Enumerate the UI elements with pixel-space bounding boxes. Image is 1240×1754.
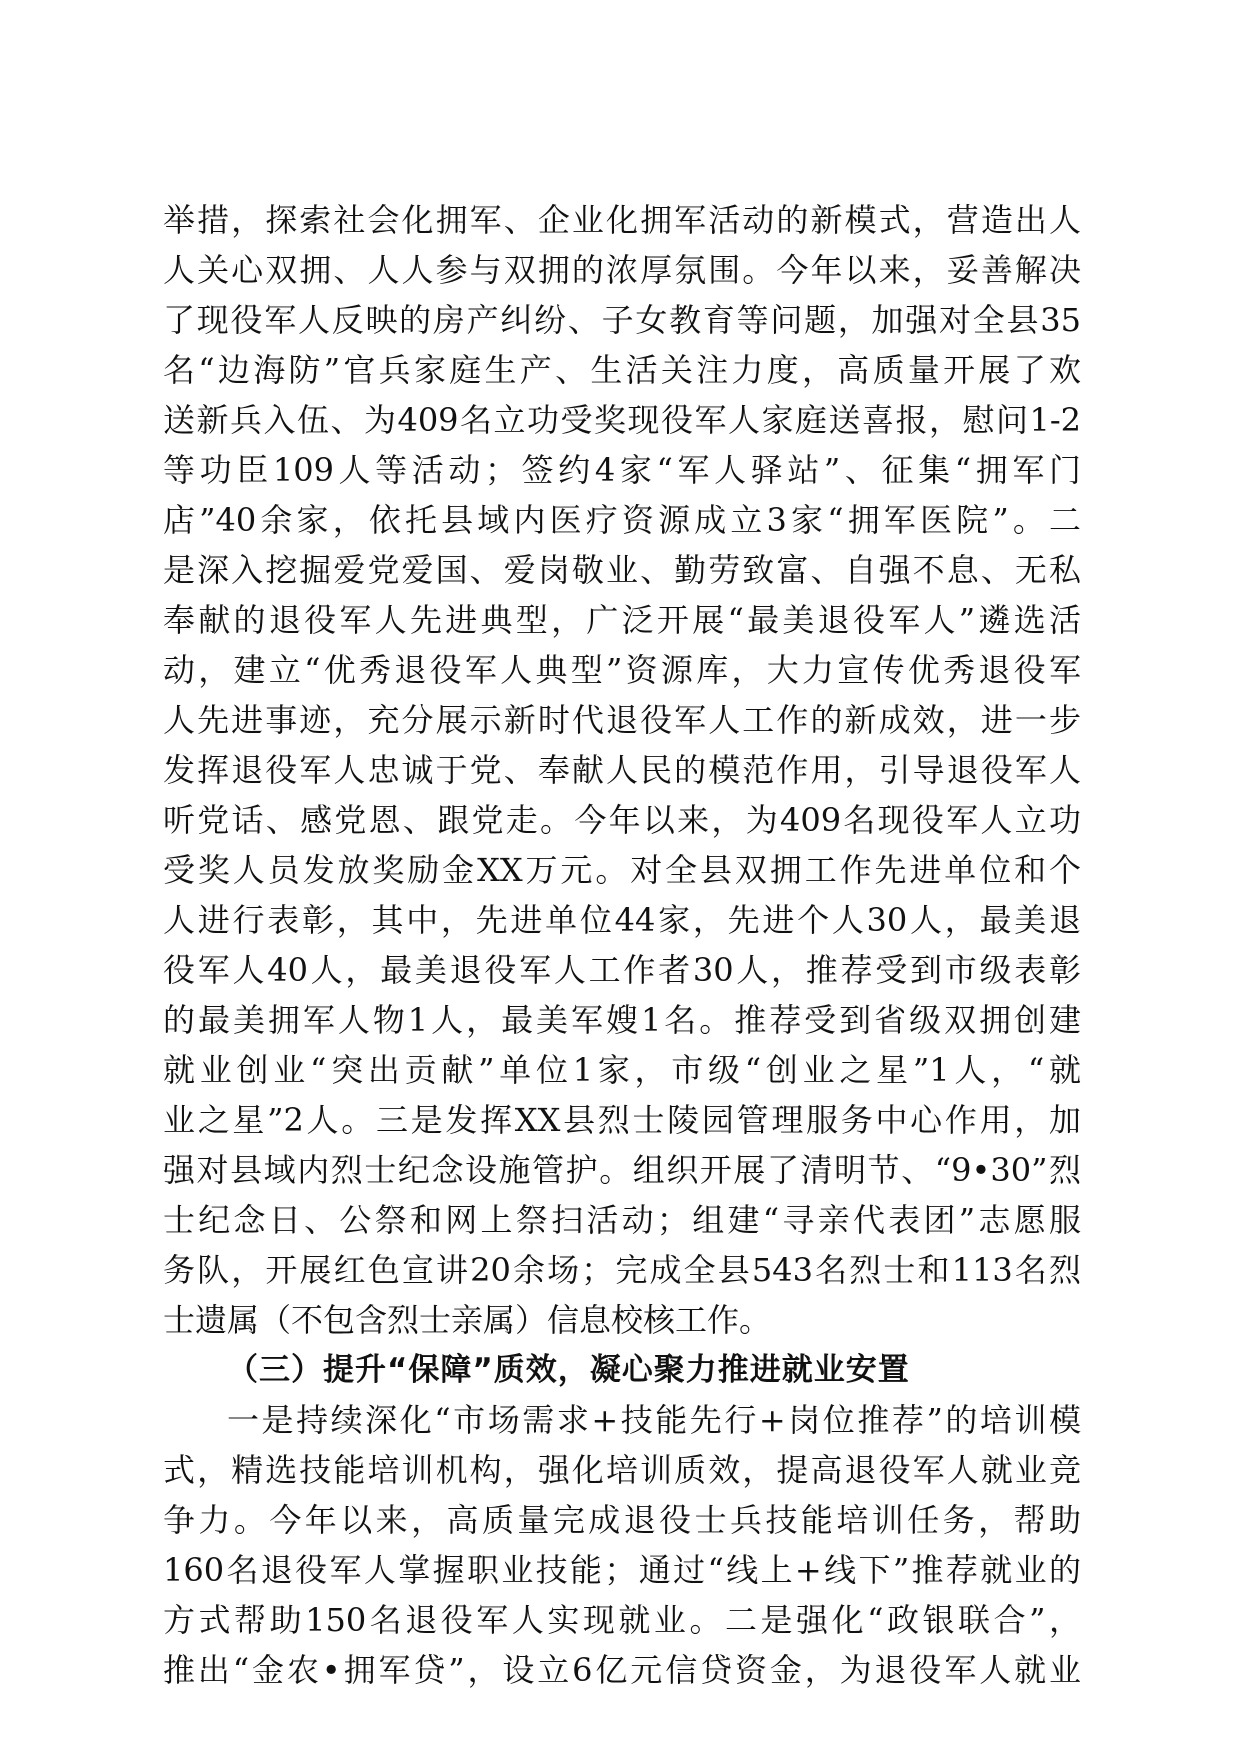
- text-line: 店”40余家，依托县域内医疗资源成立3家“拥军医院”。二: [163, 501, 1081, 539]
- text-line: 送新兵入伍、为409名立功受奖现役军人家庭送喜报，慰问1-2: [163, 401, 1081, 439]
- text-line: 等功臣109人等活动；签约4家“军人驿站”、征集“拥军门: [163, 451, 1081, 489]
- text-line: 奉献的退役军人先进典型，广泛开展“最美退役军人”遴选活: [163, 601, 1081, 639]
- section-heading: （三）提升“保障”质效，凝心聚力推进就业安置: [227, 1352, 910, 1388]
- text-line: 就业创业“突出贡献”单位1家，市级“创业之星”1人，“就: [163, 1051, 1081, 1089]
- text-line: 士纪念日、公祭和网上祭扫活动；组建“寻亲代表团”志愿服: [163, 1201, 1081, 1239]
- body-text: [163, 195, 1081, 1695]
- text-line: 动，建立“优秀退役军人典型”资源库，大力宣传优秀退役军: [163, 651, 1081, 689]
- text-line: 士遗属（不包含烈士亲属）信息校核工作。: [163, 1301, 772, 1339]
- text-line: 了现役军人反映的房产纠纷、子女教育等问题，加强对全县35: [163, 301, 1081, 339]
- text-line: 人进行表彰，其中，先进单位44家，先进个人30人，最美退: [163, 901, 1081, 939]
- text-line: 160名退役军人掌握职业技能；通过“线上+线下”推荐就业的: [163, 1551, 1081, 1589]
- text-line: 名“边海防”官兵家庭生产、生活关注力度，高质量开展了欢: [163, 351, 1081, 389]
- text-line: 人关心双拥、人人参与双拥的浓厚氛围。今年以来，妥善解决: [163, 251, 1081, 289]
- text-line: 业之星”2人。三是发挥XX县烈士陵园管理服务中心作用，加: [163, 1101, 1081, 1139]
- text-line: 推出“金农•拥军贷”，设立6亿元信贷资金，为退役军人就业: [163, 1651, 1081, 1689]
- text-line: 务队，开展红色宣讲20余场；完成全县543名烈士和113名烈: [163, 1251, 1081, 1289]
- text-line: 人先进事迹，充分展示新时代退役军人工作的新成效，进一步: [163, 701, 1081, 739]
- text-line: 举措，探索社会化拥军、企业化拥军活动的新模式，营造出人: [163, 201, 1081, 239]
- text-line: 式，精选技能培训机构，强化培训质效，提高退役军人就业竞: [163, 1451, 1081, 1489]
- text-line: 发挥退役军人忠诚于党、奉献人民的模范作用，引导退役军人: [163, 751, 1081, 789]
- text-line: 听党话、感党恩、跟党走。今年以来，为409名现役军人立功: [163, 801, 1081, 839]
- text-line: 争力。今年以来，高质量完成退役士兵技能培训任务，帮助: [163, 1501, 1081, 1539]
- text-line: 强对县域内烈士纪念设施管护。组织开展了清明节、“9•30”烈: [163, 1151, 1081, 1189]
- text-line: 方式帮助150名退役军人实现就业。二是强化“政银联合”，: [163, 1601, 1081, 1639]
- text-line: 是深入挖掘爱党爱国、爱岗敬业、勤劳致富、自强不息、无私: [163, 551, 1081, 589]
- text-line: 的最美拥军人物1人，最美军嫂1名。推荐受到省级双拥创建: [163, 1001, 1081, 1039]
- text-line: 役军人40人，最美退役军人工作者30人，推荐受到市级表彰: [163, 951, 1081, 989]
- text-line: 一是持续深化“市场需求+技能先行+岗位推荐”的培训模: [227, 1401, 1081, 1439]
- text-line: 受奖人员发放奖励金XX万元。对全县双拥工作先进单位和个: [163, 851, 1081, 889]
